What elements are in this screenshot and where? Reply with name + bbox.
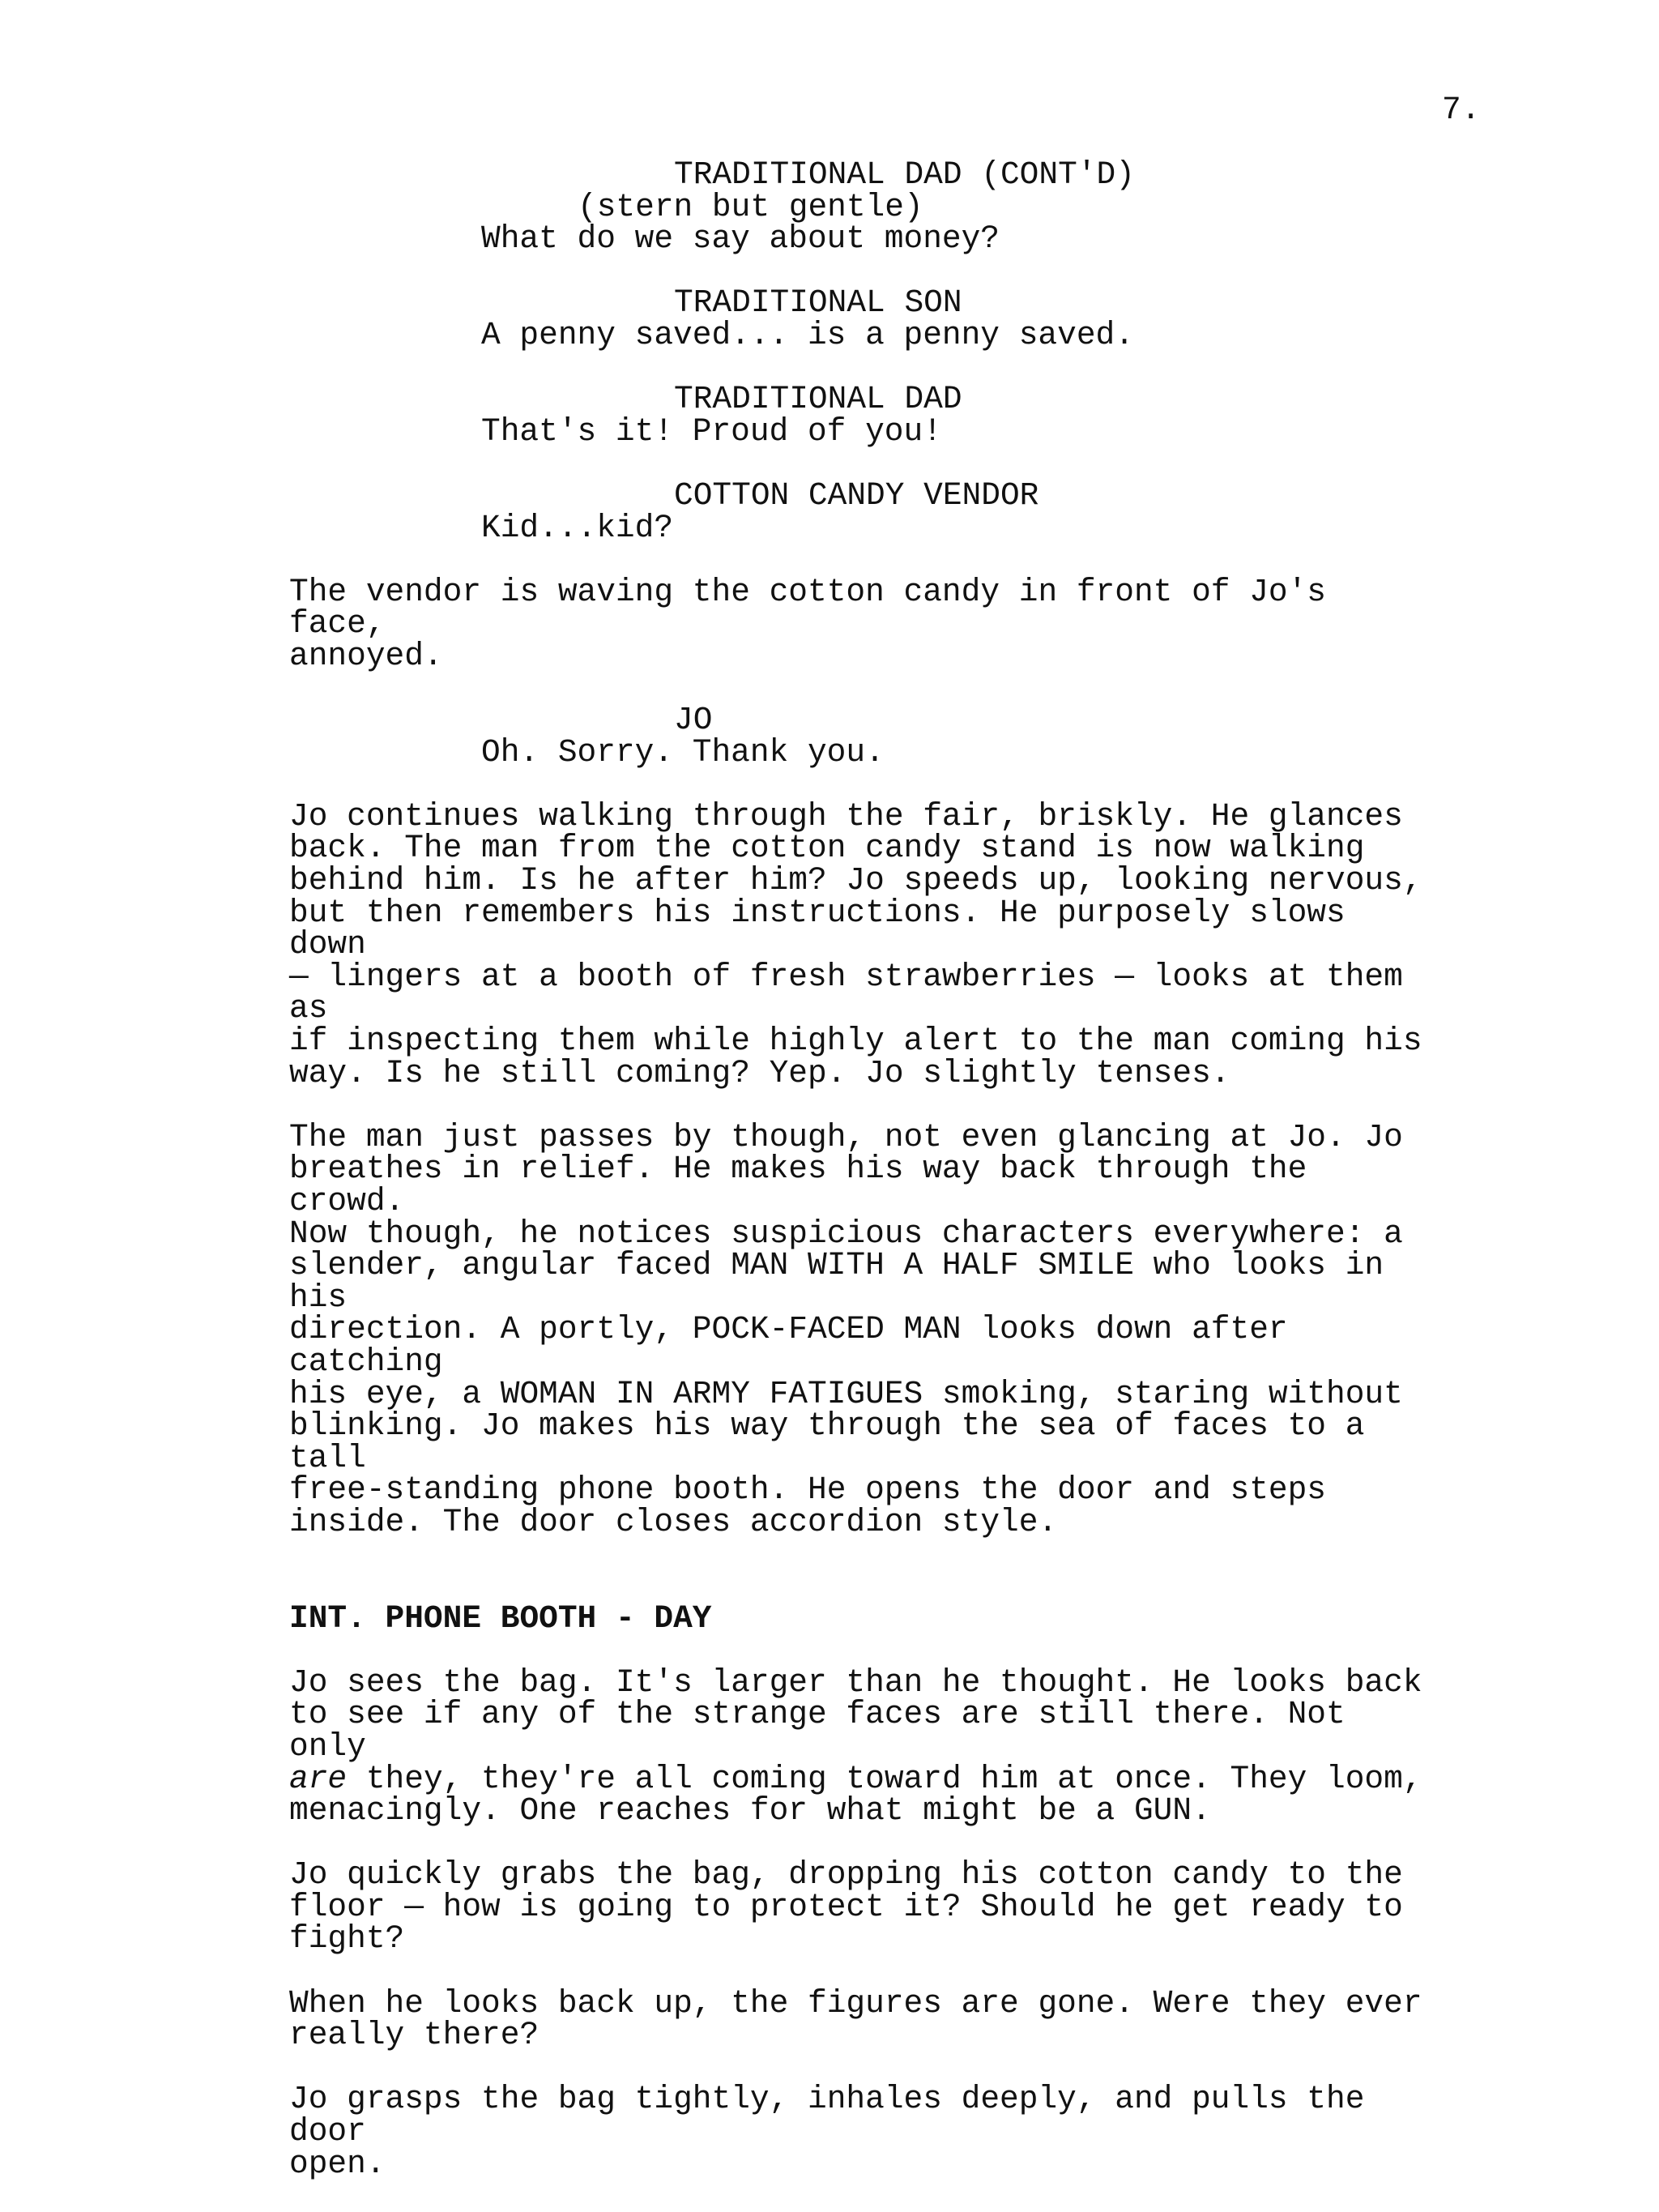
- dialogue-line: That's it! Proud of you!: [481, 412, 942, 450]
- dialogue-block: [289, 702, 1439, 771]
- dialogue-line: What do we say about money?: [481, 220, 1000, 258]
- action-paragraph: Jo grasps the bag tightly, inhales deeply, and pulls the door open.: [289, 2081, 1365, 2182]
- character-name: TRADITIONAL DAD: [674, 381, 962, 418]
- action-paragraph: Jo continues walking through the fair, briskly. He glances back. The man from the cotton candy stand is now walking behind him. Is he after him? Jo speeds up, looking nervous, but then remembers his instructions. He purposely slows down — lingers at a booth of fresh strawberries — looks at them as if inspecting them while highly alert to the man coming his way. Is he still coming? Yep. Jo slightly tenses.: [289, 797, 1422, 1091]
- dialogue-block: [289, 476, 1439, 546]
- dialogue-line: Oh. Sorry. Thank you.: [481, 733, 885, 771]
- dialogue-line: Kid...kid?: [481, 509, 674, 546]
- action-paragraph: The man just passes by though, not even glancing at Jo. Jo breathes in relief. He makes his way back through the crowd. Now though, he notices suspicious characters everywhere: a slender, angular faced MAN WITH A HALF SMILE who looks in his direction. A portly, POCK-FACED MAN looks down after catching his eye, a WOMAN IN ARMY FATIGUES smoking, staring without blinking. Jo makes his way through the sea of faces to a tall free-standing phone booth. He opens the door and steps inside. The door closes accordion style.: [289, 1118, 1403, 1540]
- dialogue-block: [289, 156, 1439, 258]
- action-paragraph: The vendor is waving the cotton candy in front of Jo's face, annoyed.: [289, 573, 1327, 674]
- parenthetical: (stern but gentle): [578, 188, 923, 225]
- dialogue-block: [289, 284, 1439, 353]
- character-name: JO: [674, 702, 713, 739]
- scene-heading: INT. PHONE BOOTH - DAY: [289, 1599, 712, 1637]
- action-paragraph: When he looks back up, the figures are gone. Were they ever really there?: [289, 1984, 1422, 2054]
- dialogue-line: A penny saved... is a penny saved.: [481, 316, 1134, 353]
- action-text: Jo sees the bag. It's larger than he thought. He looks back to see if any of the strange faces are still there. Not only: [289, 1663, 1422, 1765]
- action-paragraph: [289, 1663, 1439, 1830]
- character-name: COTTON CANDY VENDOR: [674, 476, 1039, 514]
- screenplay-body: [289, 156, 1439, 2212]
- action-text: they, they're all coming toward him at once. They loom, menacingly. One reaches for what might be a GUN.: [289, 1760, 1422, 1830]
- page-number: 7.: [1442, 92, 1481, 128]
- character-name: TRADITIONAL SON: [674, 284, 962, 322]
- action-paragraph: Jo quickly grabs the bag, dropping his cotton candy to the floor — how is going to protect it? Should he get ready to fight?: [289, 1856, 1403, 1958]
- emphasis-text: are: [289, 1760, 348, 1797]
- character-name: TRADITIONAL DAD (CONT'D): [674, 156, 1135, 193]
- dialogue-block: [289, 381, 1439, 450]
